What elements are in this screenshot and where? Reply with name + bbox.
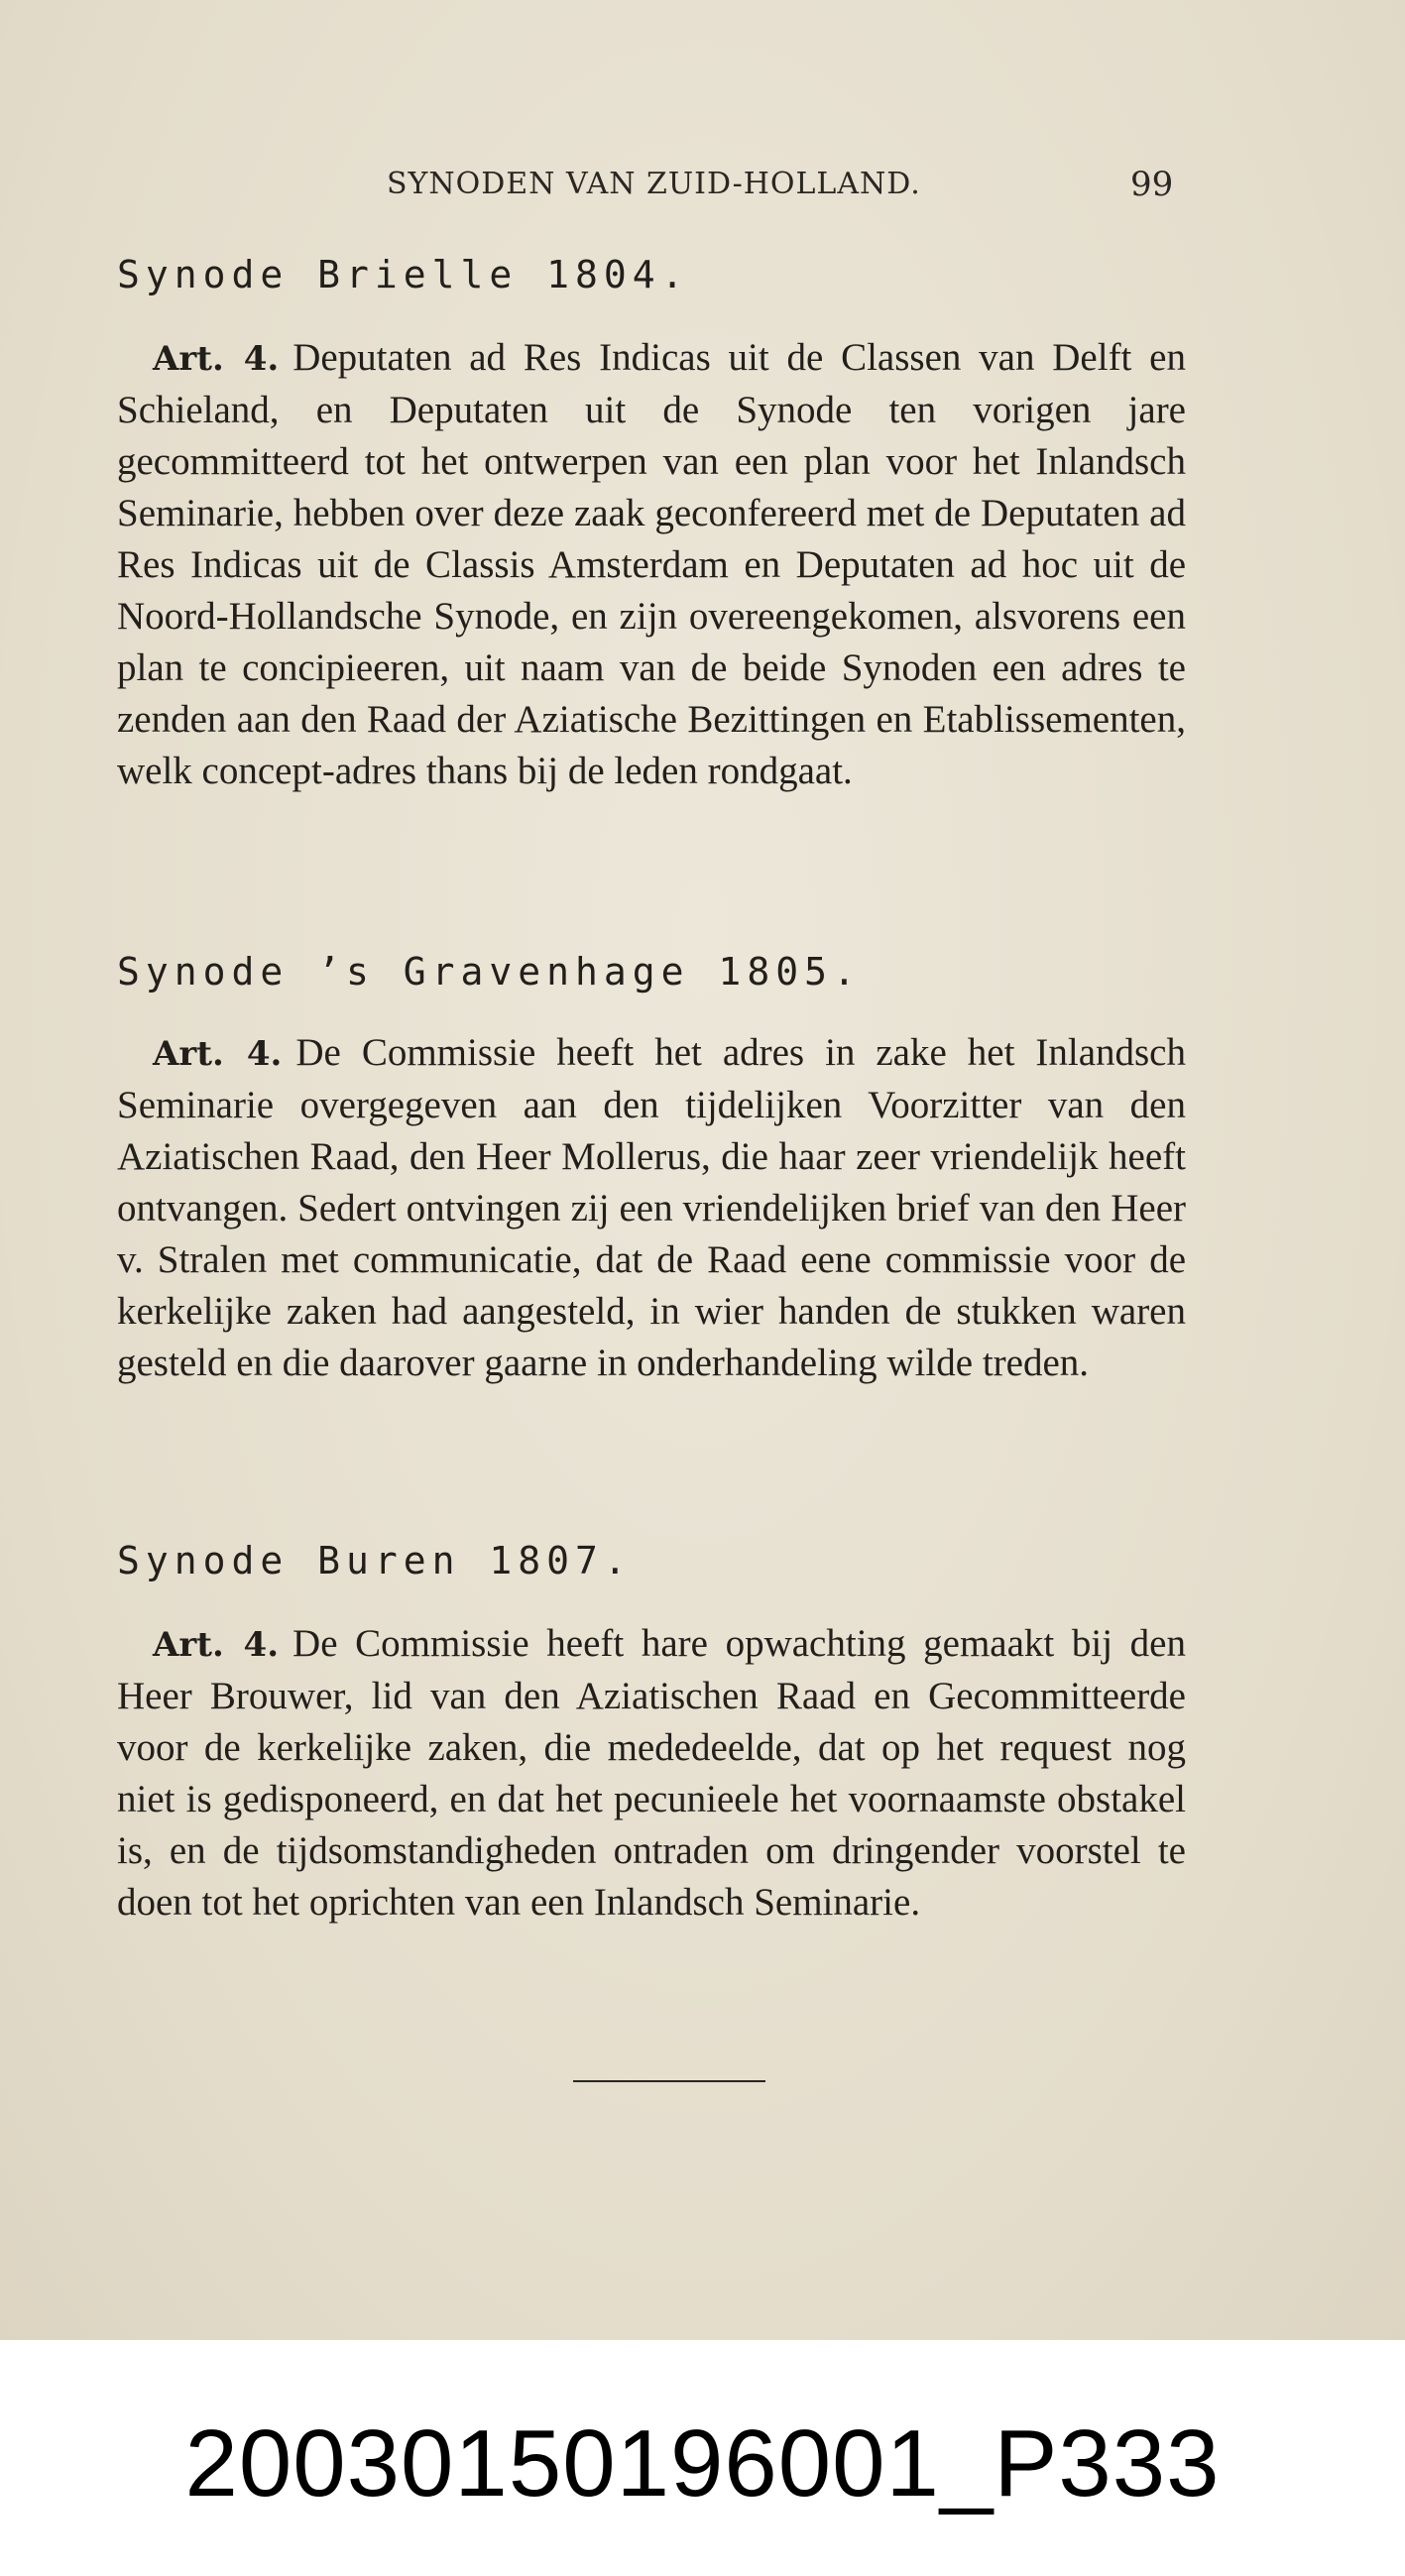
article-paragraph [117,332,1186,797]
article-text: Deputaten ad Res Indicas uit de Classen van Delft en Schieland, en Deputaten uit de Synode ten vorigen jare gecommitteerd tot het ontwerpen van een plan voor het Inlandsch Seminarie, hebben over deze zaak geconfereerd met de Deputaten ad Res Indicas uit de Classis Amsterdam en Deputaten ad hoc uit de Noord-Hollandsche Synode, en zijn overeengekomen, alsvorens een plan te concipieeren, uit naam van de beide Synoden een adres te zenden aan den Raad der Aziatische Bezittingen en Etablissementen, welk concept-adres thans bij de leden rondgaat. [117,336,1186,792]
section-body-brielle [117,332,1186,797]
article-label: Art. 4. [153,1034,283,1074]
section-end-rule [573,2080,765,2082]
running-head: SYNODEN VAN ZUID-HOLLAND. [387,167,921,201]
section-heading: Synode Buren 1807. [117,1539,633,1582]
scan-identifier: 20030150196001_P333 [184,2410,1221,2517]
article-text: De Commissie heeft het adres in zake het Inlandsch Seminarie overgegeven aan den tijdelijken Voorzitter van den Aziatischen Raad, den Heer Mollerus, die haar zeer vriendelijk heeft ontvangen. Sedert ontvingen zij een vriendelijken brief van den Heer v. Stralen met communicatie, dat de Raad eene commissie voor de kerkelijke zaken had aangesteld, in wier handen de stukken waren gesteld en die daarover gaarne in onderhandeling wilde treden. [117,1031,1186,1384]
section-heading: Synode Brielle 1804. [117,253,690,296]
article-label: Art. 4. [153,1625,280,1665]
article-paragraph [117,1618,1186,1929]
article-text: De Commissie heeft hare opwachting gemaakt bij den Heer Brouwer, lid van den Aziatischen Raad en Gecommitteerde voor de kerkelijke zaken, die mededeelde, dat op het request nog niet is gedisponeerd, en dat het pecunieele het voornaamste obstakel is, en de tijdsomstandigheden ontraden om dringender voorstel te doen tot het oprichten van een Inlandsch Seminarie. [117,1622,1186,1924]
article-paragraph [117,1027,1186,1389]
section-body-buren [117,1618,1186,1929]
section-body-gravenhage [117,1027,1186,1389]
section-title-gravenhage [117,950,1186,994]
article-label: Art. 4. [153,339,280,379]
page-number: 99 [1130,165,1174,204]
section-title-brielle [117,253,1186,296]
section-title-buren [117,1539,1186,1582]
section-heading: Synode ’s Gravenhage 1805. [117,950,862,994]
